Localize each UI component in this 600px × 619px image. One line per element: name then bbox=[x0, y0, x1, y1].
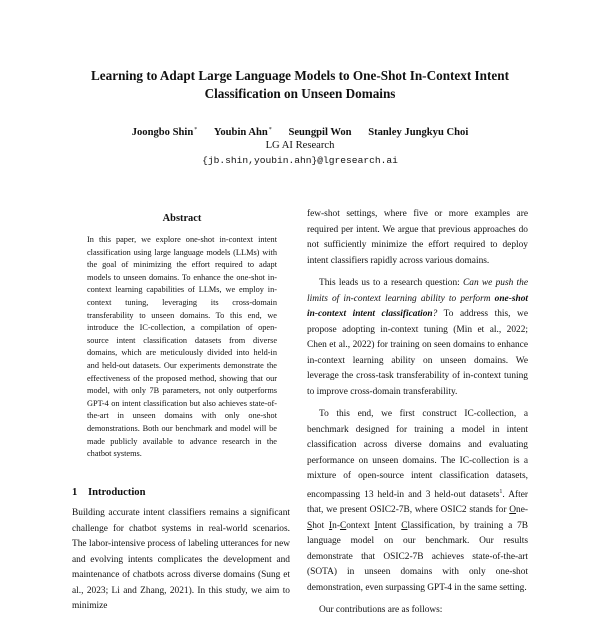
title-line-2: Classification on Unseen Domains bbox=[204, 86, 396, 101]
right-column bbox=[307, 207, 528, 619]
abstract-text: In this paper, we explore one-shot in-context intent classification using large language models (LLMs) with the goal of minimizing the effort required to adapt models to unseen domains. To enhance the one-shot in-context learning capabilities of LLMs, we employ in-context tuning, leveraging its cross-domain transferability to unseen domains. To this end, we introduce the IC-collection, a compilation of open-source intent classification datasets from diverse domains, which are meticulously divided into held-in and held-out datasets. Our experiments demonstrate the effectiveness of the proposed method, showing that our model, with only 7B parameters, not only outperforms GPT-4 on intent classification but also achieves state-of-the-art in unseen domains with only one-shot demonstrations. Both our benchmark and model will be made publicly available to advance research in the chatbot systems. bbox=[87, 235, 277, 459]
affiliation: LG AI Research bbox=[265, 140, 335, 151]
author: Joongbo Shin* bbox=[131, 127, 198, 138]
author-list bbox=[40, 123, 560, 140]
title-line-1: Learning to Adapt Large Language Models to One-Shot In-Context Intent bbox=[91, 68, 509, 83]
author: Seungpil Won bbox=[288, 127, 352, 138]
abstract-heading: Abstract bbox=[162, 213, 202, 224]
paragraph-contribution: To this end, we first construct IC-collection, a benchmark designed for training a model in intent classification across diverse domains and evaluating performance on unseen domains. The IC-collection is a mixture of open-source intent classification datasets, encompassing 13 held-in and 3 held-out datasets$^1$. After that, we present OSIC2-7B, where OSIC2 stands for One-Shot In-Context Intent Classification, by training a 7B language model on our benchmark. Our results demonstrate that OSIC2-7B achieves state-of-the-art (SOTA) in unseen domains with only one-shot demonstration, even surpassing GPT-4 in the same setting. bbox=[307, 409, 529, 593]
paper-title bbox=[40, 67, 560, 103]
section-title: Introduction bbox=[88, 487, 146, 498]
footnote-marker: 1 bbox=[499, 488, 503, 495]
introduction-left-text: Building accurate intent classifiers remains a significant challenge for chatbot systems in real-world scenarios. The labor-intensive process of labeling utterances for new and evolving intents complicates the development and maintenance of chatbots across diverse domains (Sung et al., 2023; Li and Zhang, 2021). In this study, we aim to minimize bbox=[72, 508, 290, 611]
section-number: 1 bbox=[72, 487, 78, 498]
paragraph: few-shot settings, where five or more examples are required per intent. We argue that previous approaches do not sufficiently minimize the effort required to deploy intent classifiers rapidly across various domains. bbox=[307, 209, 528, 266]
author: Youbin Ahn* bbox=[213, 127, 272, 138]
equal-contribution-mark: * bbox=[268, 127, 272, 133]
research-question: Can we push the limits of in-context learning ability to perform one-shot in-context intent classification? bbox=[307, 278, 528, 319]
paragraph-research-question: This leads us to a research question: Can we push the limits of in-context learning ability to perform one-shot in-context intent classification? To address this, we propose adopting in-context tuning (Min et al., 2022; Chen et al., 2022) for training on seen domains to enhance in-context learning ability on unseen domains. We leverage the cross-task transferability of in-context tuning to improve cross-domain transferability. bbox=[307, 278, 528, 397]
author-email: {jb.shin,youbin.ahn}@lgresearch.ai bbox=[202, 155, 398, 166]
paragraph: Our contributions are as follows: bbox=[319, 605, 443, 615]
section-heading-introduction bbox=[72, 487, 146, 498]
equal-contribution-mark: * bbox=[194, 127, 198, 133]
author: Stanley Jungkyu Choi bbox=[368, 127, 469, 138]
